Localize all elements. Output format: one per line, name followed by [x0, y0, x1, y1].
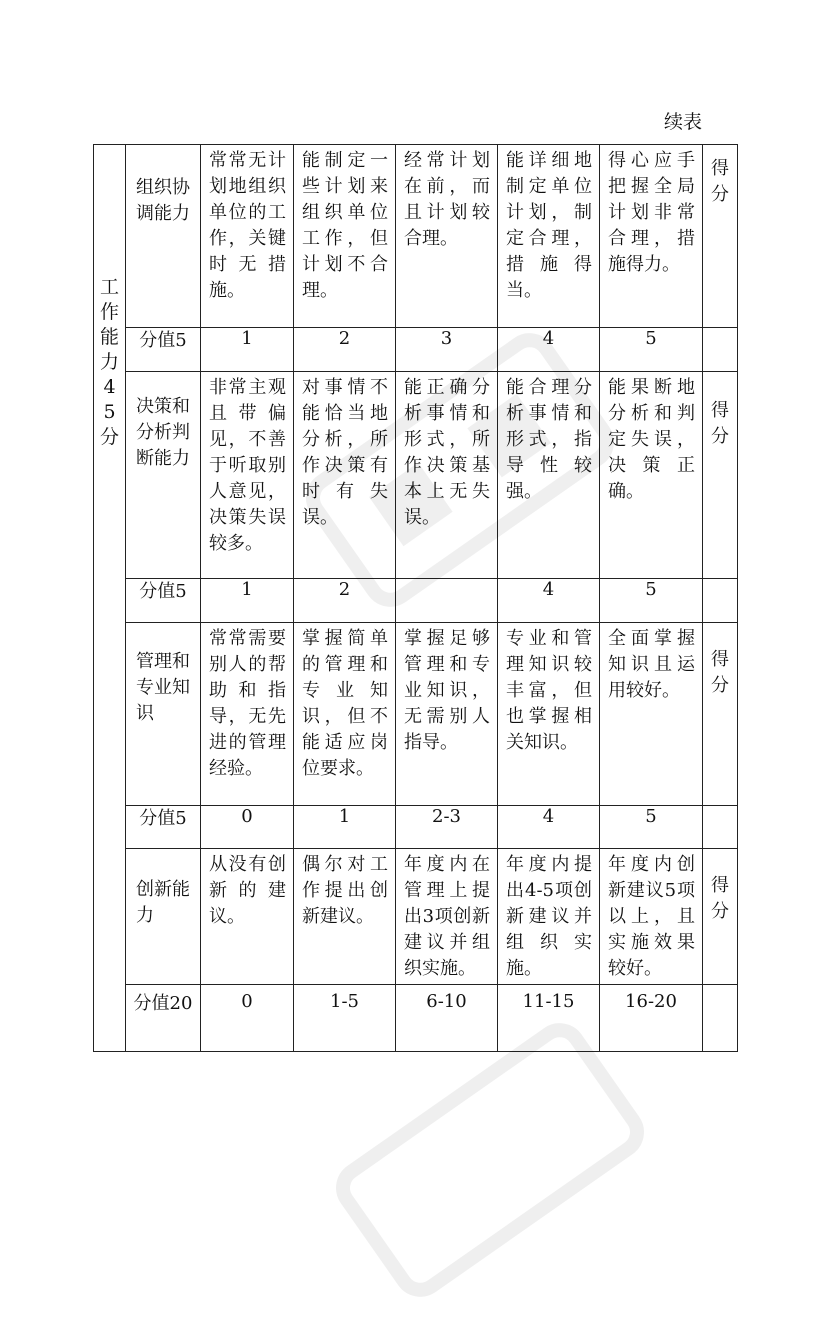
item-label: 组织协调能力	[136, 177, 190, 224]
score-label: 得分	[711, 875, 729, 922]
level-cell	[600, 372, 703, 579]
value-cell: 4	[498, 806, 600, 849]
value-row	[94, 579, 738, 623]
value-cell: 0	[201, 806, 294, 849]
level-description: 对事情不能恰当地分析，所作决策有时有失误。	[302, 377, 388, 528]
value-row	[94, 806, 738, 849]
level-cell	[294, 372, 396, 579]
level-cell	[498, 849, 600, 985]
level-description: 掌握足够管理和专业知识，无需别人指导。	[404, 628, 490, 753]
item-label: 创新能力	[136, 879, 190, 926]
level-description: 掌握简单的管理和专业知识，但不能适应岗位要求。	[302, 628, 388, 779]
level-cell	[498, 372, 600, 579]
score-cell	[703, 849, 738, 985]
value-label: 分值5	[126, 328, 201, 372]
category-label: 工作能力45分	[99, 276, 119, 448]
evaluation-table	[93, 144, 738, 1052]
value-cell: 5	[600, 328, 703, 372]
level-cell	[498, 623, 600, 806]
value-label: 分值5	[126, 579, 201, 623]
value-cell: 4	[498, 579, 600, 623]
value-cell: 5	[600, 579, 703, 623]
value-cell: 16-20	[600, 985, 703, 1052]
level-cell	[201, 372, 294, 579]
level-cell	[396, 372, 498, 579]
item-cell	[126, 145, 201, 328]
value-cell: 11-15	[498, 985, 600, 1052]
value-row	[94, 985, 738, 1052]
value-cell: 2-3	[396, 806, 498, 849]
level-description: 年度内创新建议5项以上，且实施效果较好。	[608, 854, 695, 979]
score-label: 得分	[711, 649, 729, 696]
item-cell	[126, 372, 201, 579]
level-cell	[294, 623, 396, 806]
value-cell: 2	[294, 579, 396, 623]
value-label: 分值20	[126, 985, 201, 1052]
level-cell	[498, 145, 600, 328]
value-cell: 0	[201, 985, 294, 1052]
empty-score-cell	[703, 806, 738, 849]
empty-score-cell	[703, 579, 738, 623]
value-cell: 6-10	[396, 985, 498, 1052]
criteria-row	[94, 372, 738, 579]
value-cell: 1	[294, 806, 396, 849]
value-cell: 5	[600, 806, 703, 849]
level-cell	[396, 623, 498, 806]
value-cell: 2	[294, 328, 396, 372]
score-cell	[703, 372, 738, 579]
criteria-row	[94, 145, 738, 328]
level-description: 年度内提出4-5项创新建议并组织实施。	[506, 854, 592, 979]
level-cell	[396, 849, 498, 985]
level-cell	[201, 145, 294, 328]
empty-score-cell	[703, 328, 738, 372]
level-cell	[396, 145, 498, 328]
level-cell	[600, 849, 703, 985]
level-description: 能详细地制定单位计划，制定合理，措施得当。	[506, 150, 592, 301]
criteria-row	[94, 623, 738, 806]
level-description: 偶尔对工作提出创新建议。	[302, 854, 388, 927]
level-description: 常常无计划地组织单位的工作，关键时无措施。	[209, 150, 286, 301]
category-cell	[94, 145, 126, 1052]
item-label: 决策和分析判断能力	[136, 396, 190, 469]
value-cell: 1	[201, 579, 294, 623]
level-description: 能正确分析事情和形式，所作决策基本上无失误。	[404, 377, 490, 528]
item-cell	[126, 849, 201, 985]
level-description: 从没有创新的建议。	[209, 854, 286, 927]
level-cell	[600, 623, 703, 806]
value-cell: 3	[396, 328, 498, 372]
level-cell	[294, 849, 396, 985]
continued-table-label: 续表	[664, 111, 703, 133]
item-label: 管理和专业知识	[136, 651, 190, 724]
criteria-row	[94, 849, 738, 985]
score-label: 得分	[711, 158, 729, 205]
level-description: 得心应手把握全局计划非常合理，措施得力。	[608, 150, 695, 275]
item-cell	[126, 623, 201, 806]
value-cell: 1-5	[294, 985, 396, 1052]
level-description: 能果断地分析和判定失误，决策正确。	[608, 377, 695, 502]
level-description: 非常主观且带偏见，不善于听取别人意见，决策失误较多。	[209, 377, 286, 554]
score-cell	[703, 145, 738, 328]
value-cell	[396, 579, 498, 623]
level-description: 年度内在管理上提出3项创新建议并组织实施。	[404, 854, 490, 979]
score-label: 得分	[711, 400, 729, 447]
level-cell	[600, 145, 703, 328]
value-cell: 4	[498, 328, 600, 372]
value-label: 分值5	[126, 806, 201, 849]
level-description: 全面掌握知识且运用较好。	[608, 628, 695, 701]
level-description: 常常需要别人的帮助和指导，无先进的管理经验。	[209, 628, 286, 779]
level-description: 能制定一些计划来组织单位工作，但计划不合理。	[302, 150, 388, 301]
level-description: 专业和管理知识较丰富，但也掌握相关知识。	[506, 628, 592, 753]
score-cell	[703, 623, 738, 806]
empty-score-cell	[703, 985, 738, 1052]
value-row	[94, 328, 738, 372]
level-cell	[201, 623, 294, 806]
level-cell	[201, 849, 294, 985]
value-cell: 1	[201, 328, 294, 372]
level-description: 能合理分析事情和形式，指导性较强。	[506, 377, 592, 502]
level-description: 经常计划在前，而且计划较合理。	[404, 150, 490, 249]
level-cell	[294, 145, 396, 328]
